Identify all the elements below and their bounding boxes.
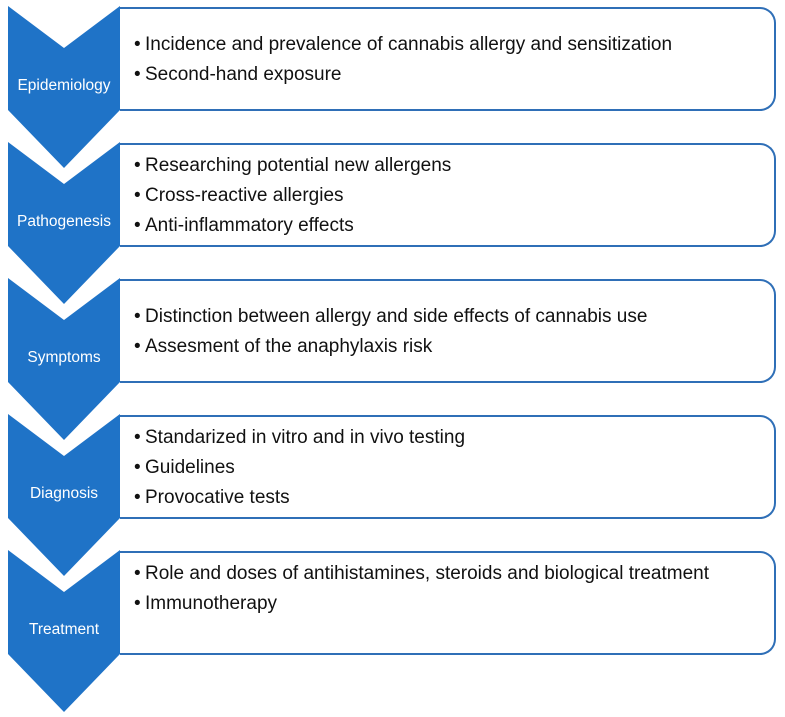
step-label-symptoms: Symptoms: [27, 349, 101, 366]
bullet-dot: •: [134, 487, 141, 508]
step-box-epidemiology: [120, 7, 776, 111]
bullet-dot: •: [134, 215, 141, 236]
step-label-pathogenesis: Pathogenesis: [17, 213, 111, 230]
step-box-diagnosis: [120, 415, 776, 519]
bullet-item: • Provocative tests: [134, 487, 290, 508]
bullet-item: • Immunotherapy: [134, 593, 278, 614]
bullet-item: • Assesment of the anaphylaxis risk: [134, 336, 433, 357]
bullet-dot: •: [134, 155, 141, 176]
step-label-epidemiology: Epidemiology: [17, 77, 111, 94]
step-box-treatment: [120, 551, 776, 655]
bullet-item: • Incidence and prevalence of cannabis allergy and sensitization: [134, 34, 673, 55]
bullet-item: • Guidelines: [134, 457, 235, 478]
bullet-dot: •: [134, 336, 141, 357]
bullet-dot: •: [134, 593, 141, 614]
bullet-dot: •: [134, 563, 141, 584]
bullet-item: • Researching potential new allergens: [134, 155, 452, 176]
step-label-diagnosis: Diagnosis: [29, 485, 99, 502]
bullet-dot: •: [134, 306, 141, 327]
bullet-item: • Cross-reactive allergies: [134, 185, 344, 206]
bullet-dot: •: [134, 185, 141, 206]
step-box-pathogenesis: [120, 143, 776, 247]
step-box-symptoms: [120, 279, 776, 383]
bullet-dot: •: [134, 457, 141, 478]
step-label-treatment: Treatment: [28, 621, 100, 638]
bullet-item: • Second-hand exposure: [134, 64, 342, 85]
bullet-item: • Standarized in vitro and in vivo testing: [134, 427, 466, 448]
bullet-dot: •: [134, 427, 141, 448]
bullet-item: • Role and doses of antihistamines, steroids and biological treatment: [134, 563, 709, 584]
bullet-item: • Anti-inflammatory effects: [134, 215, 354, 236]
bullet-item: • Distinction between allergy and side effects of cannabis use: [134, 306, 648, 327]
bullet-dot: •: [134, 64, 141, 85]
bullet-dot: •: [134, 34, 141, 55]
